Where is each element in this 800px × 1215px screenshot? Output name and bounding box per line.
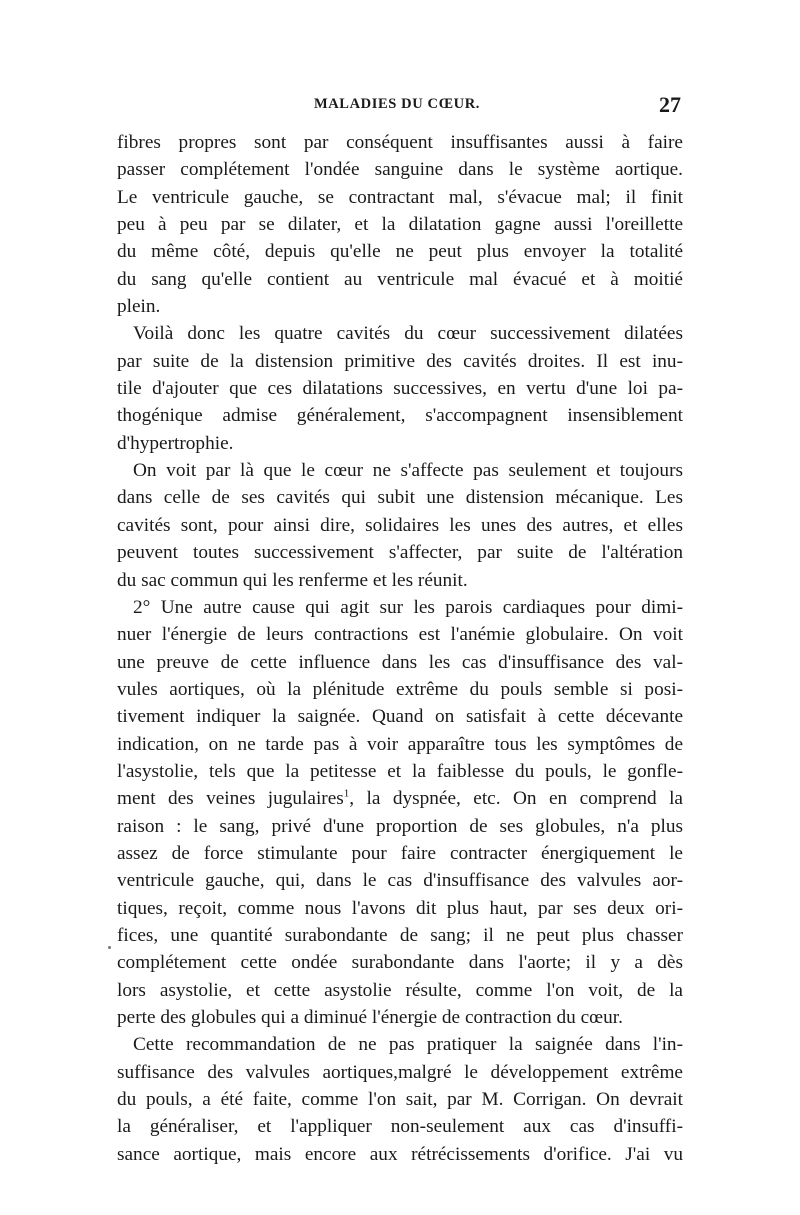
text-line: indication, on ne tarde pas à voir apparaître tous les symptômes de — [117, 733, 683, 755]
paragraph — [117, 129, 683, 320]
text-line: nuer l'énergie de leurs contractions est l'anémie globulaire. On voit — [117, 624, 683, 646]
text-line: raison : le sang, privé d'une proportion de ses globules, n'a plus — [117, 815, 683, 837]
paragraph — [117, 320, 683, 457]
footnote-marker[interactable]: 1 — [343, 787, 350, 800]
text-line-with-footnote — [117, 785, 683, 812]
text-line: vules aortiques, où la plénitude extrême du pouls semble si posi- — [117, 678, 683, 700]
text-line: Cette recommandation de ne pas pratiquer la saignée dans l'in- — [133, 1034, 683, 1056]
text-line: thogénique admise généralement, s'accompagnent insensiblement — [117, 405, 683, 427]
paragraph — [117, 1031, 683, 1168]
text-line: perte des globules qui a diminué l'énergie de contraction du cœur. — [117, 1007, 623, 1028]
text-line: Voilà donc les quatre cavités du cœur successivement dilatées — [133, 323, 683, 345]
text-line: passer complétement l'ondée sanguine dans le système aortique. — [117, 159, 683, 181]
text-line: ventricule gauche, qui, dans le cas d'insuffisance des valvules aor- — [117, 870, 683, 892]
text-line: complétement cette ondée surabondante dans l'aorte; il y a dès — [117, 952, 683, 974]
text-line: tivement indiquer la saignée. Quand on satisfait à cette décevante — [117, 706, 683, 728]
text-line: la généraliser, et l'appliquer non-seulement aux cas d'insuffi- — [117, 1116, 683, 1138]
page-number: 27 — [659, 92, 681, 117]
text-line: peu à peu par se dilater, et la dilatation gagne aussi l'oreillette — [117, 214, 683, 236]
text-line: fices, une quantité surabondante de sang; il ne peut plus chasser — [117, 924, 683, 946]
text-line: sance aortique, mais encore aux rétrécissements d'orifice. J'ai vu — [117, 1143, 683, 1165]
text-line: lors asystolie, et cette asystolie résulte, comme l'on voit, de la — [117, 979, 683, 1001]
text-line: du sac commun qui les renferme et les réunit. — [117, 569, 468, 591]
text-line: dans celle de ses cavités qui subit une distension mécanique. Les — [117, 487, 683, 509]
text-line: tile d'ajouter que ces dilatations successives, en vertu d'une loi pa- — [117, 378, 683, 400]
text-line: cavités sont, pour ainsi dire, solidaires les unes des autres, et elles — [117, 514, 683, 536]
text-line: plein. — [117, 296, 161, 318]
text-line: une preuve de cette influence dans les cas d'insuffisance des val- — [117, 651, 683, 673]
text-fragment: , la dyspnée, etc. On en comprend la — [349, 788, 683, 810]
text-line: suffisance des valvules aortiques,malgré le développement extrême — [117, 1061, 683, 1083]
paragraph — [117, 594, 683, 1032]
paragraph — [117, 457, 683, 594]
running-head — [113, 92, 681, 122]
text-line: tiques, reçoit, comme nous l'avons dit plus haut, par ses deux ori- — [117, 897, 683, 919]
text-line: Le ventricule gauche, se contractant mal, s'évacue mal; il finit — [117, 186, 683, 208]
text-line: du sang qu'elle contient au ventricule mal évacué et à moitié — [117, 268, 683, 290]
text-line: assez de force stimulante pour faire contracter énergiquement le — [117, 842, 683, 864]
text-line: du même côté, depuis qu'elle ne peut plus envoyer la totalité — [117, 241, 683, 263]
text-line: On voit par là que le cœur ne s'affecte pas seulement et toujours — [133, 460, 683, 482]
text-line: peuvent toutes successivement s'affecter, par suite de l'altération — [117, 542, 683, 564]
text-line: par suite de la distension primitive des cavités droites. Il est inu- — [117, 350, 683, 372]
text-line: l'asystolie, tels que la petitesse et la faiblesse du pouls, le gonfle- — [117, 760, 683, 782]
margin-mark — [108, 946, 111, 949]
text-fragment: ment des veines jugulaires — [117, 788, 344, 810]
text-line: 2° Une autre cause qui agit sur les parois cardiaques pour dimi- — [133, 596, 683, 618]
text-line: d'hypertrophie. — [117, 432, 234, 454]
text-line: du pouls, a été faite, comme l'on sait, par M. Corrigan. On devrait — [117, 1089, 683, 1111]
running-title: MALADIES DU CŒUR. — [313, 96, 481, 112]
body-text — [117, 129, 683, 1168]
text-line: fibres propres sont par conséquent insuffisantes aussi à faire — [117, 132, 683, 153]
